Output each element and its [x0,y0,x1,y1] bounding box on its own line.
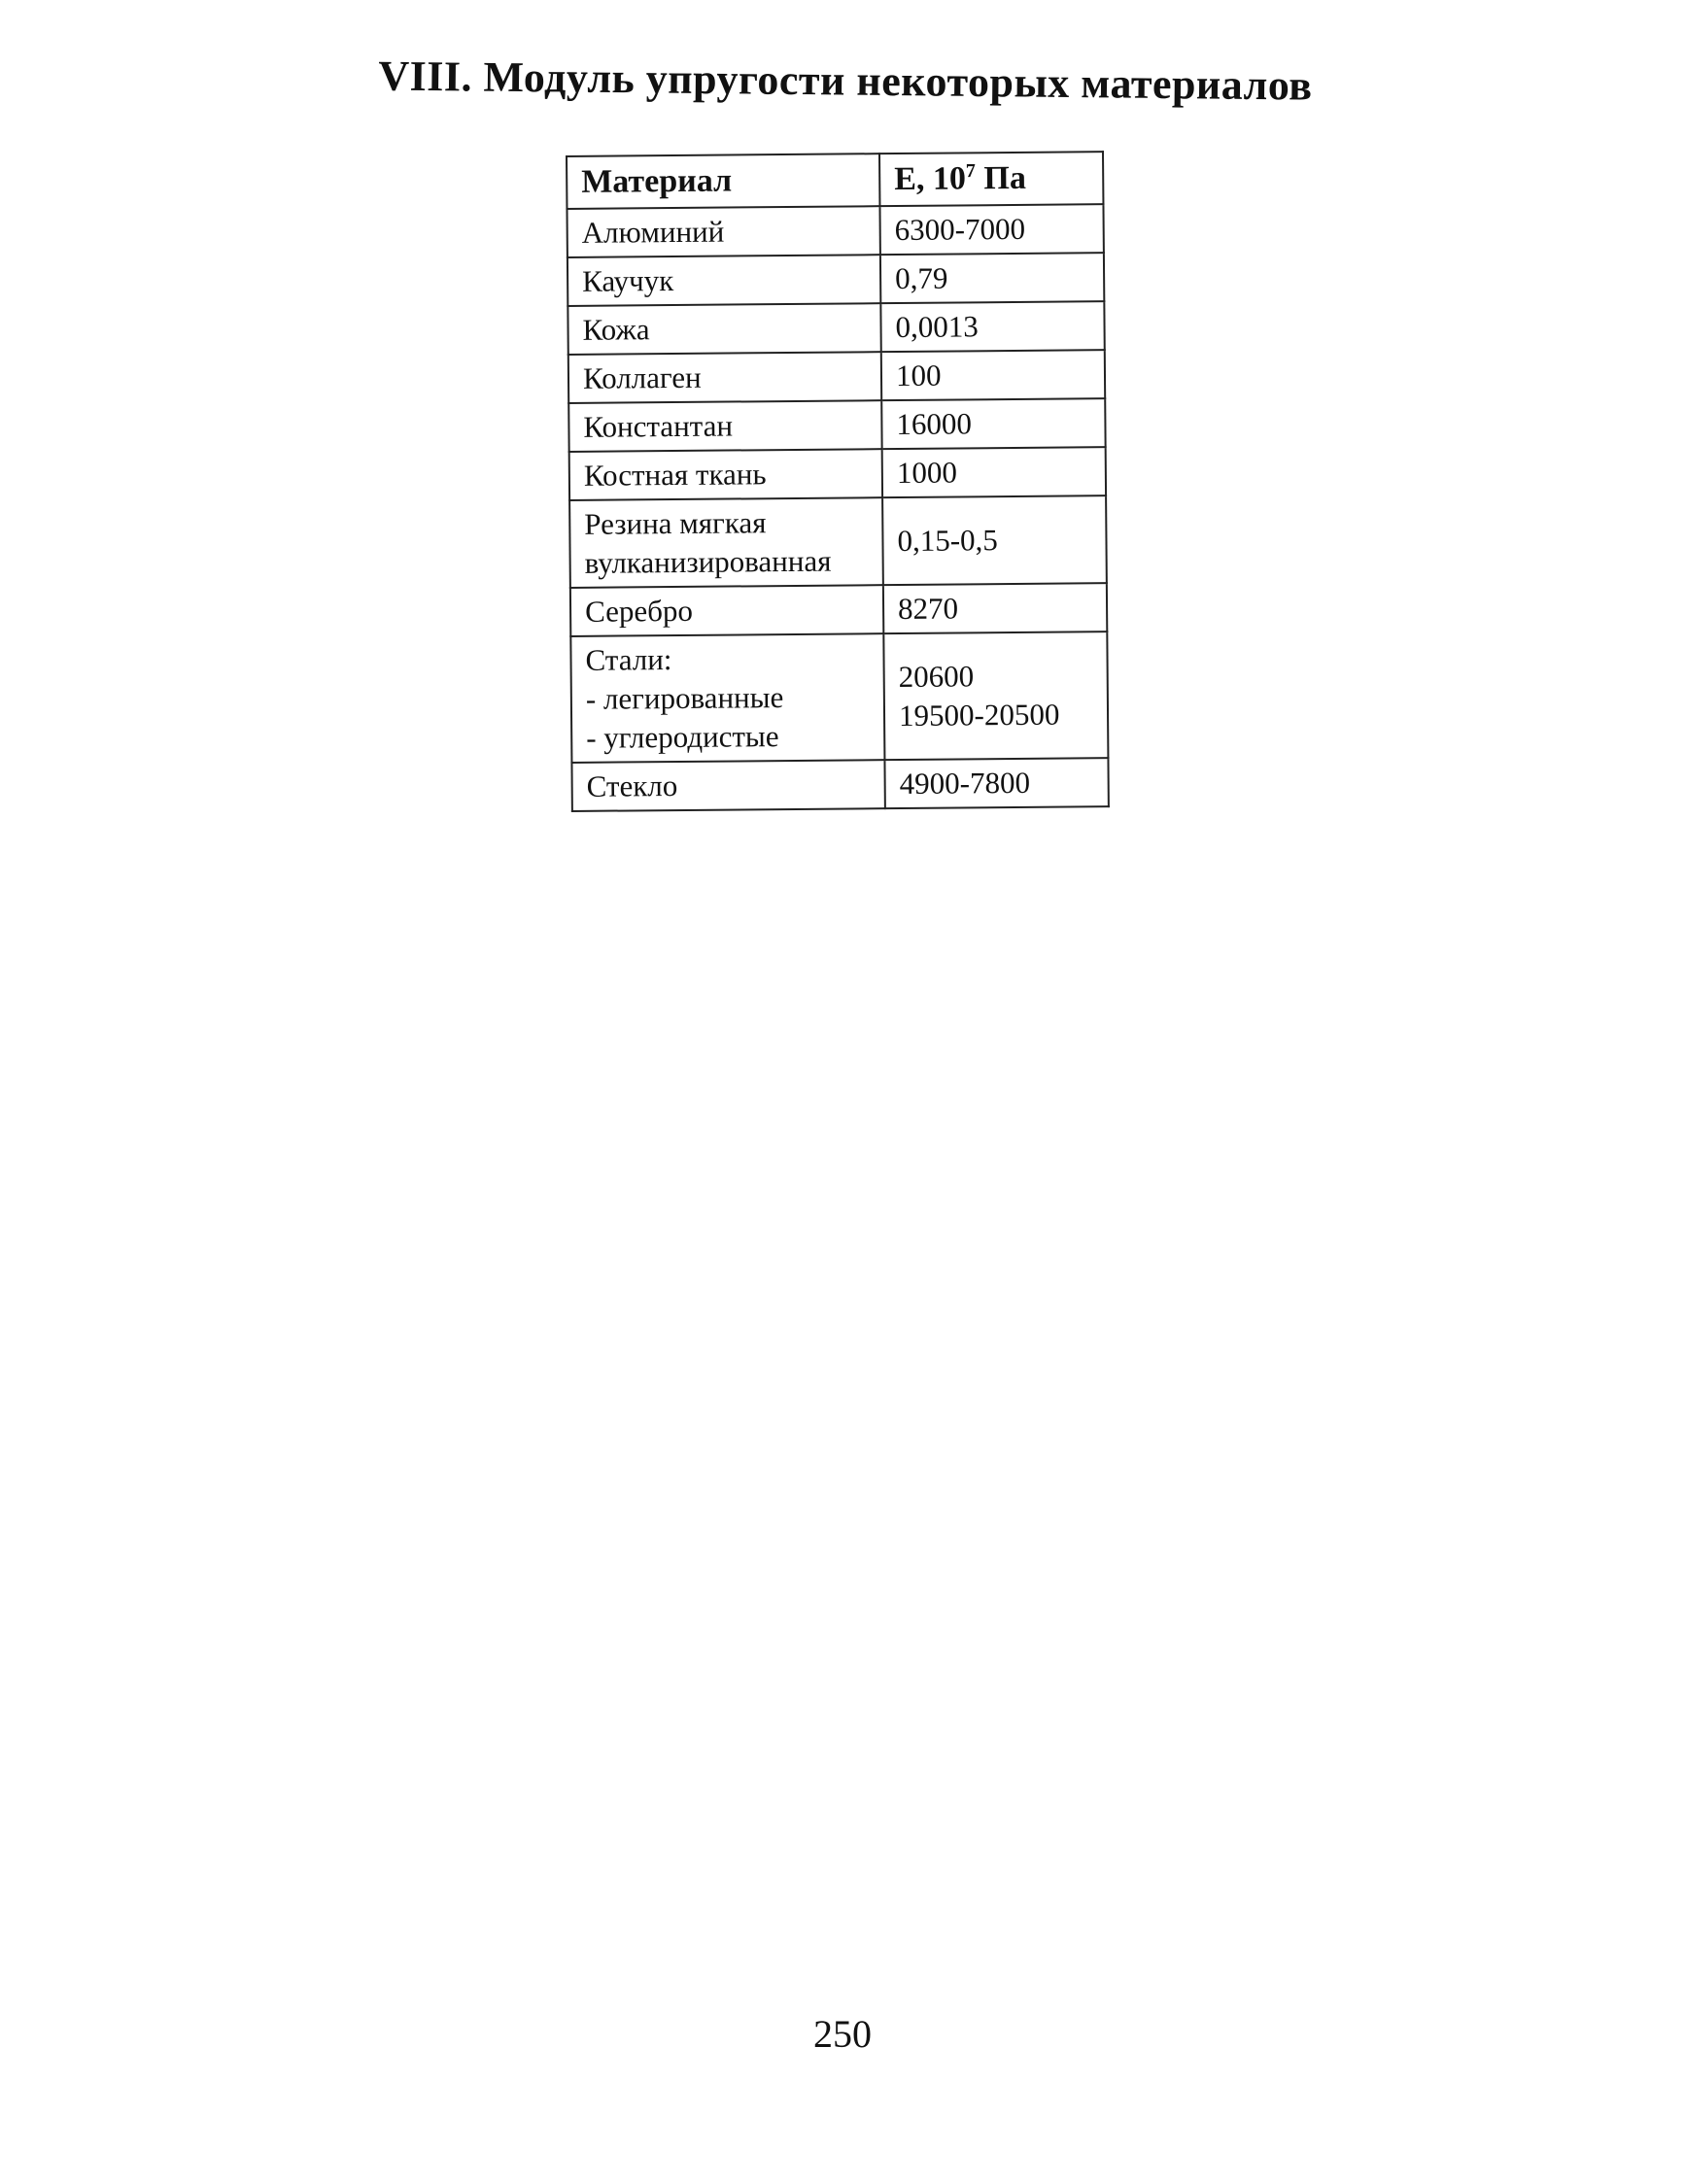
material-line: - углеродистые [586,719,779,755]
page-title: VIII. Модуль упругости некоторых материалов [378,51,1313,110]
table-row [568,398,1105,452]
table-row [570,631,1108,763]
material-line: - легированные [585,680,784,716]
table-row [567,204,1103,257]
value-cell: 6300-7000 [879,204,1103,255]
table-row [567,301,1104,355]
material-cell: Серебро [570,585,883,636]
elastic-moduli-table [566,151,1110,812]
moduli-table-container [566,151,1108,812]
material-cell: Алюминий [567,206,879,257]
value-cell: 16000 [881,398,1105,449]
material-cell: Каучук [567,255,880,306]
header-material: Материал [567,154,879,209]
value-cell: 0,79 [880,253,1104,303]
value-cell: 8270 [883,583,1107,633]
value-cell: 1000 [882,447,1106,497]
header-value-unit: Па [975,159,1027,197]
value-cell: 100 [881,350,1105,400]
material-line: Резина мягкая [584,505,767,541]
table-row [570,583,1107,636]
material-cell: Кожа [567,303,880,355]
table-row [569,447,1106,500]
material-line: вулканизированная [584,543,832,580]
header-value-exponent: 7 [965,159,976,183]
material-cell: Костная ткань [569,449,882,500]
value-cell: 0,0013 [880,301,1104,352]
table-row [569,495,1107,588]
value-line: 20600 [898,659,975,695]
page-number: 250 [813,2012,872,2056]
material-line: Стали: [585,642,672,677]
value-cell [883,631,1108,760]
table-header-row [567,152,1103,209]
material-cell: Стекло [571,760,884,811]
value-cell: 0,15-0,5 [882,495,1107,585]
header-value-prefix: E, 10 [894,160,967,198]
material-cell [570,633,884,763]
material-cell [569,497,883,588]
table-row [571,758,1108,811]
table-row [567,253,1104,306]
material-cell: Константан [568,400,881,452]
material-cell: Коллаген [568,352,881,403]
header-value [879,152,1103,206]
value-line: 19500-20500 [898,697,1060,734]
table-row [568,350,1105,403]
value-cell: 4900-7800 [884,758,1108,808]
